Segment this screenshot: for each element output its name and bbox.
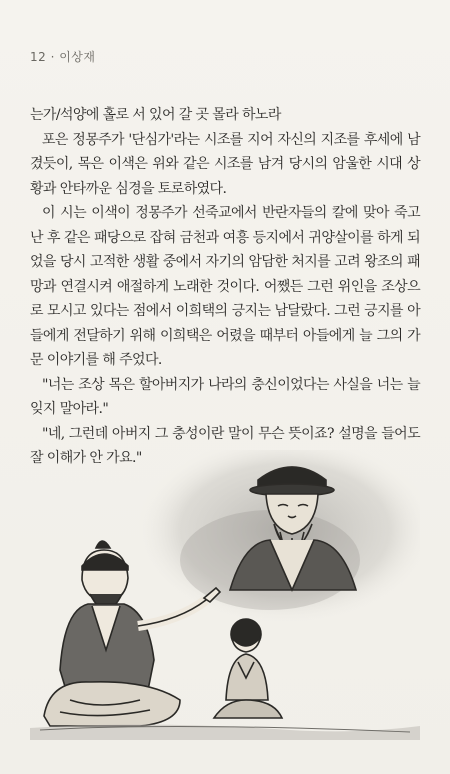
paragraph-1: 는가/석양에 홀로 서 있어 갈 곳 몰라 하노라 <box>30 107 281 123</box>
paragraph-3: 이 시는 이색이 정몽주가 선죽교에서 반란자들의 칼에 맞아 죽고 난 후 같은 패당으로 잡혀 금천과 여흥 등지에서 귀양살이를 하게 되었을 당시 고적한 생활 중에서 자기의 암담한 처지를 고려 왕조의 패망과 연결시켜 애절하게 노래한 것이다. 어쨌든 그런 위인을 조상으로 모시고 있다는 점에서 이희택의 긍지는 남달랐다. 그런 긍지를 아들에게 전달하기 위해 이희택은 어렸을 때부터 아들에게 늘 그의 가문 이야기를 해 주었다. <box>30 205 420 368</box>
paragraph-4: "너는 조상 목은 할아버지가 나라의 충신이었다는 사실을 너는 늘 잊지 말아라." <box>30 376 420 417</box>
body-text <box>30 103 420 471</box>
child-figure <box>214 619 282 718</box>
illustration-svg <box>30 450 420 740</box>
paragraph-5: "네, 그런데 아버지 그 충성이란 말이 무슨 뜻이죠? 설명을 들어도 잘 이해가 안 가요." <box>30 425 420 466</box>
illustration-father-son <box>30 450 420 740</box>
paragraph-2: 포은 정몽주가 '단심가'라는 시조를 지어 자신의 지조를 후세에 남겼듯이, 목은 이색은 위와 같은 시조를 남겨 당시의 암울한 시대 상황과 안타까운 심경을 토로하였다. <box>30 131 420 197</box>
running-head: 12 · 이상재 <box>30 50 96 64</box>
